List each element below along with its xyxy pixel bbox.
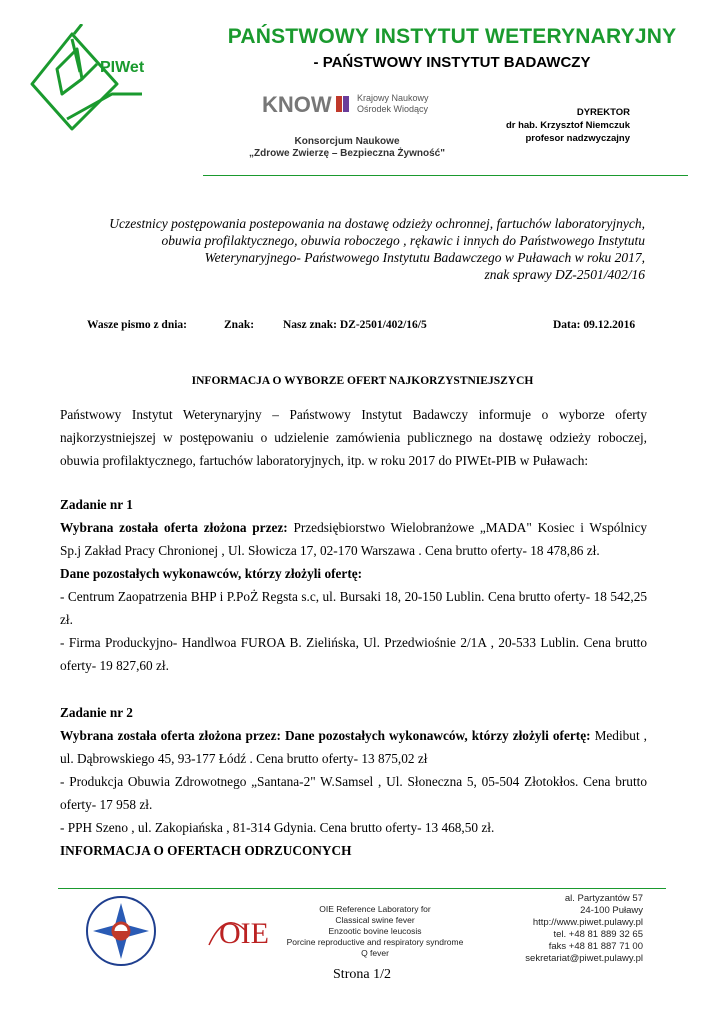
task2-chosen-label: Wybrana została oferta złożona przez: Dane pozostałych wykonawców, którzy złożyli ofertę: [60,728,591,743]
task1-chosen-text: Przedsiębiorstwo Wielobranżowe „MADA" Kosiec i Wspólnicy Sp.j Zakład Pracy Chronionej , Ul. Słowicza 17, 02-170 Warszawa . Cena brutto oferty- 18 478,86 zł. [60,520,648,558]
konsorcjum [232,136,462,160]
kno-name [357,93,429,115]
phone-number: tel. +48 81 889 32 65 [553,929,643,940]
task1-other-offer-2: - Firma Produckyjno- Handlwoa FUROA B. Zielińska, Ul. Przedwiośnie 2/1A , 20-533 Lublin. Cena brutto oferty- 19 827,60 zł. [60,635,647,673]
sign-label: Znak: [224,319,255,331]
contact-block [480,893,643,965]
task2-heading: Zadanie nr 2 [60,705,133,720]
address-line2: 24-100 Puławy [580,905,643,916]
oie-logo [205,905,285,950]
piwet-logo [22,24,202,134]
institute-subtitle: - PAŃSTWOWY INSTYTUT BADAWCZY [313,54,591,71]
email-link[interactable]: sekretariat@piwet.pulawy.pl [525,953,643,964]
page-number: Strona 1/2 [333,967,391,982]
task1-chosen-label: Wybrana została oferta złożona przez: [60,520,288,535]
research-institute-seal [85,895,157,967]
intro-paragraph: Państwowy Instytut Weterynaryjny – Państwowy Instytut Badawczy informuje o wyborze oferty najkorzystniejszej w postępowaniu o udzielenie zamówienia publicznego na dostawę odzieży roboczej, obuwia profilaktycznego, fartuchów laboratoryjnych, itp. w roku 2017 do PIWEt-PIB w Puławach: [60,407,647,468]
footer-divider [58,888,666,889]
task1-chosen-offer [60,516,647,562]
task2-chosen-text: Medibut , ul. Dąbrowskiego 45, 93-177 Łódź . Cena brutto oferty- 13 875,02 zł [60,728,647,766]
task2-other-offer-2: - PPH Szeno , ul. Zakopiańska , 81-314 Gdynia. Cena brutto oferty- 13 468,50 zł. [60,820,495,835]
kno-name-line1: Krajowy Naukowy [357,93,429,103]
document-date: Data: 09.12.2016 [553,319,636,331]
your-letter-label: Wasze pismo z dnia: [87,319,187,331]
oie-reference-text [285,904,465,959]
task1-heading: Zadanie nr 1 [60,497,133,512]
kno-logo-text: KNOW [262,92,332,117]
kno-name-line2: Ośrodek Wiodący [357,104,429,114]
fax-number: faks +48 81 887 71 00 [548,941,643,952]
task2-other-offer-1: - Produkcja Obuwia Zdrowotnego „Santana-2" W.Samsel , Ul. Słoneczna 5, 05-504 Złotokłos. Cena brutto oferty- 17 958 zł. [60,774,647,812]
piwet-logo-text: PIWet [100,59,145,76]
header-divider [203,175,688,176]
oie-line2: Classical swine fever [335,915,415,925]
konsorcjum-line2: „Zdrowe Zwierzę – Bezpieczna Żywność" [249,148,445,159]
task1-other-offer-1: - Centrum Zaopatrzenia BHP i P.PoŻ Regsta s.c, ul. Bursaki 18, 20-150 Lublin. Cena brutto oferty- 18 542,25 zł. [60,589,647,627]
our-sign: Nasz znak: DZ-2501/402/16/5 [283,319,427,331]
director-title: DYREKTOR [576,107,630,118]
oie-line4: Porcine reproductive and respiratory syndrome [286,937,464,947]
address-line1: al. Partyzantów 57 [564,893,643,904]
task2-chosen-offer [60,724,647,770]
recipients-block [80,215,645,283]
oie-line1: OIE Reference Laboratory for [319,904,431,914]
website-link[interactable]: http://www.piwet.pulawy.pl [532,917,643,928]
director-block [460,106,630,145]
oie-line5: Q fever [361,948,389,958]
oie-logo-text: OIE [219,917,269,950]
task1-others-heading: Dane pozostałych wykonawców, którzy złożyli ofertę: [60,566,363,581]
rejected-offers-heading: INFORMACJA O OFERTACH ODRZUCONYCH [60,843,352,858]
document-title: INFORMACJA O WYBORZE OFERT NAJKORZYSTNIEJSZYCH [191,375,534,387]
director-name: dr hab. Krzysztof Niemczuk [505,120,630,131]
recipients-line4: znak sprawy DZ-2501/402/16 [484,267,645,282]
konsorcjum-line1: Konsorcjum Naukowe [294,136,400,147]
director-rank: profesor nadzwyczajny [525,133,630,144]
recipients-line3: Weterynaryjnego- Państwowego Instytutu Badawczego w Puławach w roku 2017, [204,250,645,265]
recipients-line1: Uczestnicy postępowania postepowania na dostawę odzieży ochronnej, fartuchów laboratoryjnych, [109,216,645,231]
recipients-line2: obuwia profilaktycznego, obuwia roboczego , rękawic i innych do Państwowego Instytutu [161,233,645,248]
institute-title: PAŃSTWOWY INSTYTUT WETERYNARYJNY [227,25,677,48]
oie-line3: Enzootic bovine leucosis [328,926,422,936]
